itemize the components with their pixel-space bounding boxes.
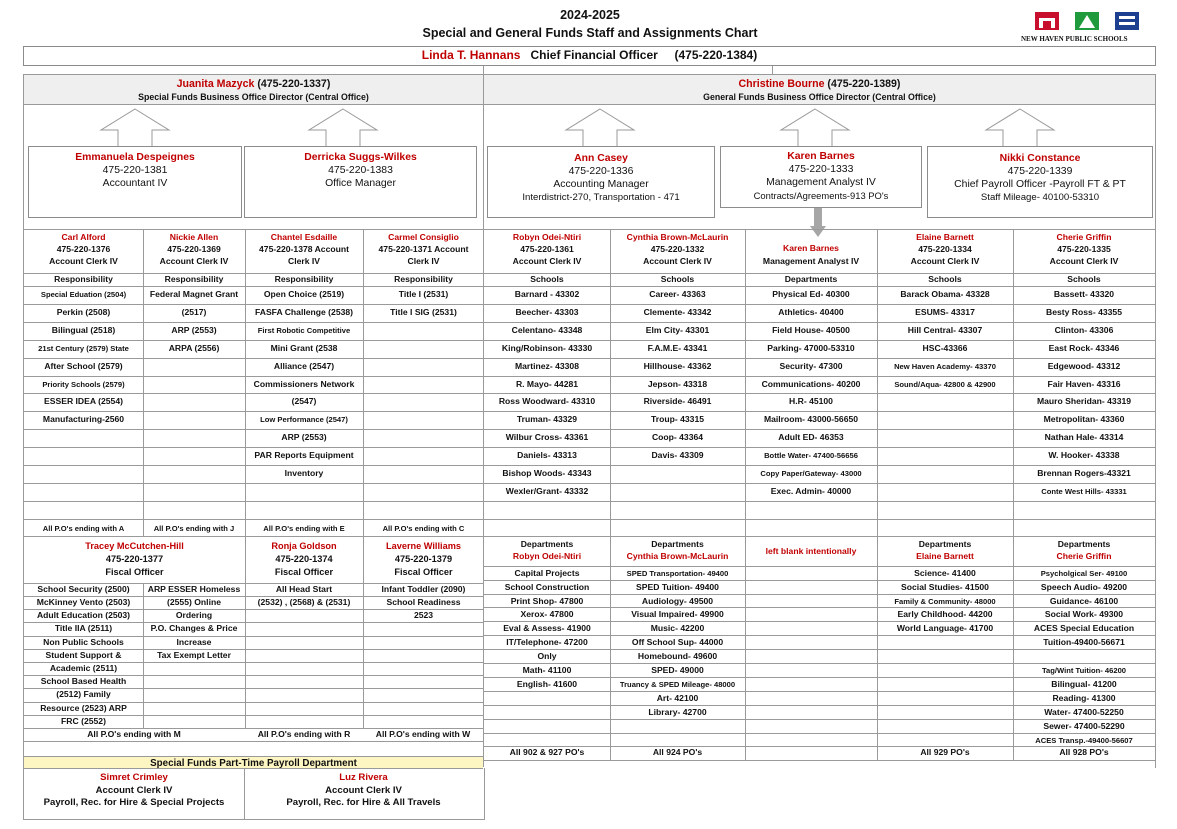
dept-header: Departments (651, 538, 704, 549)
assignment-item: Clemente- 43342 (643, 306, 712, 317)
dept-item: Visual Impaired- 49900 (631, 609, 724, 620)
fiscal-item: P.O. Changes & Price (150, 623, 238, 634)
grid-line (484, 760, 1155, 761)
assignment-item: Ross Woodward- 43310 (498, 396, 596, 407)
assignment-item: H.R- 45100 (789, 396, 833, 407)
dept-item: SPED- 49000 (651, 665, 704, 675)
officer-title: Fiscal Officer (274, 566, 334, 577)
dept-item: Print Shop- 47800 (510, 595, 584, 606)
fiscal-item: FRC (2552) (61, 715, 106, 726)
ptp-crimley (24, 772, 244, 810)
dept-header: Departments (918, 538, 972, 549)
dept-item: SPED Transportation- 49400 (626, 568, 729, 578)
dept-item: Speech Audio- 49200 (1040, 581, 1128, 592)
officer-name: Laverne Williams (386, 540, 461, 551)
dept-item: Homebound- 49600 (637, 651, 718, 662)
dept-item: SPED Tuition- 49400 (636, 581, 719, 592)
assignment-item: Special Eduation (2504) (40, 290, 127, 299)
assignment-item: ARPA (2556) (168, 342, 220, 353)
dept-item: Sewer- 47400-52290 (1043, 720, 1125, 731)
dept-item: IT/Telephone- 47200 (506, 637, 588, 648)
column-header: Departments (784, 274, 838, 284)
po-footer: All P.O's ending with R (257, 728, 351, 739)
fiscal-item: Infant Toddler (2090) (381, 583, 466, 594)
dept-item: Only (537, 651, 557, 662)
grid-line (24, 393, 1155, 394)
staff-title: Account Clerk IV (1049, 256, 1119, 266)
manager-name: Ann Casey (574, 153, 628, 164)
assignment-item: Physical Ed- 40300 (772, 289, 850, 299)
assignment-item: Wexler/Grant- 43332 (505, 485, 589, 496)
grid-line (24, 286, 1155, 287)
grid-line (484, 649, 1155, 650)
dept-item: World Language- 41700 (896, 623, 994, 634)
ptp-desc: Payroll, Rec. for Hire & All Travels (286, 797, 441, 808)
assignment-item: Mailroom- 43000-56650 (763, 414, 859, 425)
grid-line (24, 411, 1155, 412)
grid-line (24, 229, 1155, 230)
grid-line (24, 519, 1155, 520)
grid-line (484, 580, 1155, 581)
assignment-item: Title I SIG (2531) (390, 306, 457, 317)
assignment-item: Open Choice (2519) (263, 289, 345, 299)
cfo-name: Linda T. Hannans (421, 48, 521, 62)
special-director-title: Special Funds Business Office Director (Central Office) (138, 92, 369, 102)
dept-item: Truancy & SPED Mileage- 48000 (619, 679, 736, 689)
grid-line (484, 594, 1155, 595)
assignment-item: Bassett- 43320 (1053, 289, 1115, 299)
assignment-item: ARP (2553) (281, 432, 327, 443)
manager-name: Emmanuela Despeignes (75, 152, 195, 163)
assignment-item: PAR Reports Equipment (254, 450, 354, 461)
fiscal-item: Non Public Schools (43, 636, 124, 647)
up-arrow-icon (308, 108, 378, 148)
fiscal-item: (2555) Online (167, 596, 221, 607)
dept-header: Departments (520, 538, 574, 549)
ptp-desc: Payroll, Rec. for Hire & Special Projects (43, 797, 225, 808)
assignment-item: FASFA Challenge (2538) (254, 306, 354, 317)
staff-title: Account Clerk IV (910, 256, 980, 266)
staff-name: Cherie Griffin (1056, 232, 1112, 242)
assignment-item: R. Mayo- 44281 (515, 378, 579, 389)
assignment-item: Martinez- 43308 (514, 360, 579, 371)
staff-name: Carl Alford (61, 232, 106, 242)
nhps-logo (1021, 8, 1155, 44)
assignment-item: Hillhouse- 43362 (643, 360, 712, 371)
dept-item: School Construction (504, 581, 590, 592)
manager-barnes (720, 150, 922, 202)
assignment-item: Elm City- 43301 (645, 324, 710, 335)
assignment-item: 21st Century (2579) State (38, 343, 129, 353)
assignment-item: Clinton- 43306 (1054, 324, 1114, 335)
column-header: Responsibility (164, 274, 224, 284)
connector (483, 66, 484, 74)
dept-item: Social Work- 49300 (1044, 609, 1124, 620)
po-footer: All P.O's ending with W (375, 728, 471, 739)
special-director-name: Juanita Mazyck (176, 78, 255, 90)
dept-item: Early Childhood- 44200 (897, 609, 993, 620)
dept-item: Guidance- 46100 (1049, 595, 1119, 606)
staff-phone: 475-220-1361 (520, 244, 574, 254)
fiscal-item: School Based Health (40, 676, 127, 687)
assignment-item: Daniels- 43313 (517, 450, 577, 461)
assignment-item: Hill Central- 43307 (907, 324, 983, 335)
assignment-item: HSC-43366 (922, 342, 968, 353)
assignment-item: Barack Obama- 43328 (900, 289, 990, 299)
grid-line (484, 733, 1155, 734)
grid-line (484, 719, 1155, 720)
column-header: Responsibility (394, 274, 453, 284)
assignment-item: After School (2579) (44, 360, 123, 371)
dept-item: Social Studies- 41500 (901, 581, 989, 592)
grid-line (24, 376, 1155, 377)
officer-phone: 475-220-1377 (105, 553, 164, 564)
general-director-phone: (475-220-1389) (827, 78, 901, 90)
column-header: Schools (928, 274, 962, 284)
assignment-item: Career- 43363 (649, 289, 706, 299)
officer-name: Ronja Goldson (271, 540, 337, 551)
dept-item: Off School Sup- 44000 (631, 637, 724, 648)
po-footer: All P.O's ending with C (382, 523, 465, 533)
dept-item: Art- 42100 (656, 692, 699, 703)
assignment-item: Sound/Aqua- 42800 & 42900 (894, 379, 996, 389)
general-director (484, 78, 1155, 104)
assignment-item: W. Hooker- 43338 (1048, 450, 1120, 461)
staff-phone: 475-220-1335 (1057, 244, 1111, 254)
assignment-item: Beecher- 43303 (515, 306, 579, 317)
column-header: Schools (660, 274, 695, 284)
dept-item: ACES Transp.-49400-56607 (1035, 735, 1133, 745)
assignment-item: Bilingual (2518) (51, 324, 116, 335)
grid-line (24, 340, 1155, 341)
fiscal-item: All Head Start (275, 583, 333, 594)
fiscal-item: Title IIA (2511) (54, 623, 113, 634)
dept-staff-name: Cherie Griffin (1056, 550, 1112, 561)
assignment-item: King/Robinson- 43330 (501, 342, 593, 353)
ptp-title: Special Funds Part-Time Payroll Department (24, 756, 483, 769)
fiscal-item: ARP ESSER Homeless (147, 583, 241, 594)
fiscal-item: School Security (2500) (37, 583, 130, 594)
grid-line (484, 621, 1155, 622)
manager-name: Derricka Suggs-Wilkes (304, 152, 417, 163)
ptp-title-text: Account Clerk IV (325, 784, 402, 796)
divider (244, 769, 245, 819)
assignment-item: Conte West Hills- 43331 (1041, 486, 1127, 496)
officer-phone: 475-220-1379 (394, 553, 453, 564)
staff-title: Management Analyst IV (762, 256, 860, 266)
assignment-item: Inventory (284, 468, 324, 478)
grid-line (484, 635, 1155, 636)
manager-constance (927, 152, 1153, 204)
assignment-item: Manufacturing-2560 (42, 414, 125, 425)
assignment-item: Metropolitan- 43360 (1043, 414, 1125, 425)
grid-line (245, 536, 246, 728)
staff-name: Chantel Esdaille (270, 232, 338, 242)
assignment-item: Federal Magnet Grant (149, 289, 239, 299)
general-director-title: General Funds Business Office Director (Central Office) (703, 92, 936, 102)
assignment-item: Field House- 40500 (772, 324, 850, 335)
connector (772, 66, 773, 74)
school-year: 2024-2025 (560, 8, 620, 22)
grid-line (24, 741, 483, 742)
staff-title: Account Clerk IV (159, 256, 229, 266)
fiscal-item: (2532) , (2568) & (2531) (257, 596, 351, 607)
manager-phone: 475-220-1336 (568, 166, 634, 177)
assignment-item: Commissioners Network (253, 378, 355, 389)
staff-phone: 475-220-1371 Account (378, 244, 469, 254)
grid-line (484, 566, 1155, 567)
po-footer: All 902 & 927 PO's (509, 747, 585, 758)
assignment-item: Parking- 47000-53310 (767, 342, 855, 353)
dept-staff-name: Robyn Odei-Ntiri (512, 550, 582, 561)
po-footer: All P.O's ending with J (153, 523, 235, 533)
officer-name: Tracey McCutchen-Hill (85, 540, 184, 551)
staff-phone: 475-220-1369 (167, 244, 221, 254)
page-title: Special and General Funds Staff and Assignments Chart (422, 26, 758, 40)
up-arrow-icon (565, 108, 635, 148)
grid-line (484, 663, 1155, 664)
assignment-item: Communications- 40200 (761, 378, 861, 389)
assignment-item: Perkin (2508) (56, 306, 111, 317)
manager-phone: 475-220-1339 (1007, 166, 1073, 177)
fiscal-item: Tax Exempt Letter (157, 649, 231, 660)
assignment-item: Mauro Sheridan- 43319 (1036, 396, 1132, 407)
manager-phone: 475-220-1383 (328, 165, 393, 176)
assignment-item: Riverside- 46491 (643, 396, 712, 407)
assignment-item: Adult ED- 46353 (778, 432, 844, 443)
fiscal-item: Increase (176, 636, 212, 647)
grid-line (24, 304, 1155, 305)
staff-name: Robyn Odei-Ntiri (512, 232, 582, 242)
assignment-item: Wilbur Cross- 43361 (505, 432, 589, 443)
fiscal-item: (2512) Family (56, 689, 111, 700)
dept-item: Library- 42700 (648, 706, 707, 717)
assignment-item: Besty Ross- 43355 (1046, 306, 1122, 317)
dept-staff-name: Cynthia Brown-McLaurin (626, 550, 729, 561)
dept-item: Tuition-49400-56671 (1043, 637, 1125, 648)
column-header: Responsibility (54, 274, 113, 284)
assignment-item: New Haven Academy- 43370 (894, 361, 996, 371)
manager-phone: 475-220-1381 (102, 165, 168, 176)
cfo-title: Chief Financial Officer (530, 48, 658, 62)
grid-line (24, 358, 1155, 359)
dept-item: Xerox- 47800 (520, 609, 574, 620)
staff-title: Account Clerk IV (643, 256, 712, 266)
dept-item: Water- 47400-52250 (1044, 706, 1124, 717)
column-header: Schools (1067, 274, 1101, 284)
manager-extra: Contracts/Agreements-913 PO's (753, 190, 889, 201)
dept-item: ACES Special Education (1033, 623, 1135, 634)
fiscal-item: McKinney Vento (2503) (36, 596, 131, 607)
assignment-item: Security- 47300 (779, 360, 843, 371)
dept-item: Psycholgical Ser- 49100 (1040, 568, 1128, 578)
assignment-item: Athletics- 40400 (778, 306, 844, 317)
special-director-phone: (475-220-1337) (257, 78, 331, 90)
po-footer: All P.O's ending with A (42, 523, 125, 533)
manager-title: Office Manager (325, 178, 396, 189)
dept-item: Family & Community- 48000 (894, 596, 996, 606)
up-arrow-icon (985, 108, 1055, 148)
officer-title: Fiscal Officer (394, 566, 453, 577)
grid-line (484, 705, 1155, 706)
fiscal-item: Resource (2523) ARP (40, 702, 127, 713)
assignment-item: First Robotic Competitive (257, 325, 351, 335)
general-director-name: Christine Bourne (738, 78, 825, 90)
grid-line (484, 691, 1155, 692)
grid-line (745, 536, 746, 761)
manager-title: Accountant IV (102, 178, 168, 189)
assignment-item: Jepson- 43318 (647, 378, 708, 389)
blank-area (484, 768, 1156, 820)
dept-item: English- 41600 (516, 678, 578, 689)
dept-item: Audiology- 49500 (641, 595, 714, 606)
ptp-title-text: Account Clerk IV (95, 784, 173, 796)
grid-line (24, 447, 1155, 448)
assignment-item: Barnard - 43302 (514, 289, 580, 299)
assignment-item: Troup- 43315 (650, 414, 704, 425)
assignment-item: Bishop Woods- 43343 (502, 468, 592, 478)
assignment-item: (2547) (291, 396, 317, 407)
po-footer: All 924 PO's (652, 747, 703, 758)
grid-line (484, 677, 1155, 678)
dept-staff-name: Elaine Barnett (916, 550, 974, 561)
cfo-line (23, 48, 1156, 62)
ptp-name: Simret Crimley (100, 772, 168, 783)
dept-item: Eval & Assess- 41900 (503, 623, 591, 634)
ptp-name: Luz Rivera (339, 772, 388, 783)
po-footer: All P.O's ending with M (87, 728, 181, 739)
up-arrow-icon (100, 108, 170, 148)
blank-note: left blank intentionally (765, 545, 857, 556)
up-arrow-icon (780, 108, 850, 148)
manager-title: Accounting Manager (553, 179, 649, 190)
staff-name: Karen Barnes (783, 243, 839, 253)
manager-name: Nikki Constance (999, 153, 1081, 164)
manager-name: Karen Barnes (787, 151, 855, 162)
manager-title: Chief Payroll Officer -Payroll FT & PT (954, 179, 1126, 190)
dept-item: Math- 41100 (522, 665, 572, 675)
dept-item: Science- 41400 (914, 567, 976, 578)
assignment-item: ARP (2553) (171, 324, 217, 335)
fiscal-item: Student Support & (45, 649, 122, 660)
staff-title: Account Clerk IV (49, 256, 118, 266)
grid-line (24, 501, 1155, 502)
assignment-item: Low Performance (2547) (260, 415, 348, 425)
dept-item: Bilingual- 41200 (1051, 678, 1117, 689)
officer-title: Fiscal Officer (105, 566, 164, 577)
assignment-item: Coop- 43364 (651, 432, 704, 443)
assignment-item: Alliance (2547) (273, 360, 335, 371)
column-header: Schools (530, 274, 564, 284)
column-header: Responsibility (274, 274, 334, 284)
staff-name: Elaine Barnett (916, 232, 974, 242)
assignment-item: Fair Haven- 43316 (1047, 378, 1121, 389)
staff-title: Account Clerk IV (512, 256, 582, 266)
fiscal-item: Adult Education (2503) (36, 610, 131, 621)
staff-name: Nickie Allen (169, 232, 219, 242)
manager-extra: Interdistrict-270, Transportation - 471 (522, 192, 680, 203)
assignment-item: Celentano- 43348 (511, 324, 583, 335)
po-footer: All 928 PO's (1059, 747, 1109, 758)
fiscal-item: Academic (2511) (49, 662, 118, 673)
dept-item: Reading- 41300 (1052, 692, 1116, 703)
grid-line (24, 465, 1155, 466)
assignment-item: East Rock- 43346 (1048, 342, 1120, 353)
manager-phone: 475-220-1333 (788, 164, 854, 175)
logo-icons (1035, 8, 1155, 36)
assignment-item: Davis- 43309 (651, 450, 704, 461)
assignment-item: Copy Paper/Gateway- 43000 (760, 469, 862, 478)
staff-phone: 475-220-1334 (918, 244, 972, 254)
staff-title: Clerk IV (407, 256, 440, 266)
staff-name: Cynthia Brown-McLaurin (626, 232, 729, 242)
grid-line (24, 483, 1155, 484)
logo-text: NEW HAVEN PUBLIC SCHOOLS (1021, 35, 1128, 43)
dept-item: Capital Projects (514, 567, 580, 578)
manager-title: Management Analyst IV (766, 177, 876, 188)
fiscal-item: School Readiness (386, 596, 461, 607)
assignment-item: Brennan Rogers-43321 (1037, 468, 1131, 478)
cfo-phone: (475-220-1384) (674, 48, 758, 62)
grid-line (363, 536, 364, 728)
officer-phone: 475-220-1374 (275, 553, 333, 564)
assignment-item: ESSER IDEA (2554) (44, 396, 123, 407)
assignment-item: Bottle Water- 47400-56656 (764, 451, 858, 461)
dept-item: Music- 42200 (650, 623, 705, 634)
grid-line (484, 607, 1155, 608)
manager-extra: Staff Mileage- 40100-53310 (980, 192, 1100, 203)
assignment-item: Priority Schools (2579) (42, 379, 125, 389)
fiscal-item: Ordering (175, 610, 213, 621)
special-director (24, 78, 483, 104)
assignment-item: Title I (2531) (398, 289, 449, 299)
staff-phone: 475-220-1378 Account (259, 244, 349, 254)
manager-despeignes (28, 151, 242, 190)
assignment-item: Nathan Hale- 43314 (1044, 432, 1124, 443)
assignment-item: Exec. Admin- 40000 (770, 485, 852, 496)
staff-phone: 475-220-1332 (650, 244, 705, 254)
assignment-item: F.A.M.E- 43341 (647, 342, 708, 353)
grid-line (24, 322, 1155, 323)
fiscal-item: 2523 (413, 610, 434, 621)
manager-suggs-wilkes (244, 151, 477, 190)
dept-item: Tag/Wint Tuition- 46200 (1041, 666, 1127, 675)
assignment-item: Edgewood- 43312 (1047, 360, 1121, 371)
assignment-item: (2517) (181, 306, 207, 317)
staff-title: Clerk IV (287, 256, 320, 266)
grid-line (24, 429, 1155, 430)
assignment-item: ESUMS- 43317 (915, 306, 975, 317)
ptp-rivera (244, 772, 483, 810)
staff-name: Carmel Consiglio (388, 232, 459, 242)
assignment-item: Mini Grant (2538 (270, 342, 338, 353)
grid-line (24, 536, 1155, 537)
manager-casey (487, 152, 715, 204)
dept-header: Departments (1057, 538, 1111, 549)
staff-phone: 475-220-1376 (56, 244, 111, 254)
po-footer: All 929 PO's (920, 747, 970, 758)
po-footer: All P.O's ending with E (263, 523, 345, 533)
down-arrow-icon (810, 208, 826, 238)
assignment-item: Truman- 43329 (516, 414, 578, 425)
